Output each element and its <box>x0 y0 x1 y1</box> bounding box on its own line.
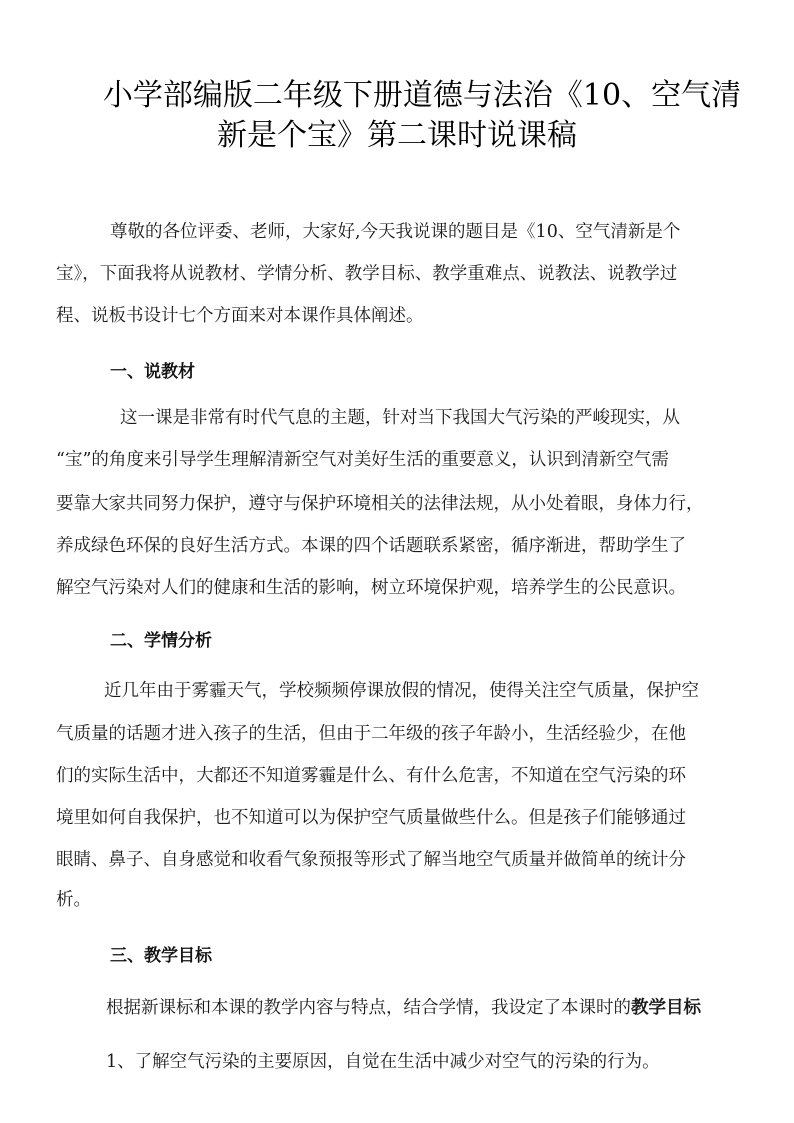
goal-item-1: 1、了解空气污染的主要原因，自觉在生活中减少对空气的污染的行为。 <box>106 1052 660 1072</box>
section1-line-2: “宝”的角度来引导学生理解清新空气对美好生活的重要意义，认识到清新空气需 <box>56 450 669 470</box>
section2-line-6: 析。 <box>56 890 91 910</box>
section-heading-1: 一、说教材 <box>110 362 195 382</box>
intro-line-3: 程、说板书设计七个方面来对本课作具体阐述。 <box>56 306 424 326</box>
section2-line-3: 们的实际生活中，大都还不知道雾霾是什么、有什么危害，不知道在空气污染的环 <box>56 766 686 786</box>
section2-line-4: 境里如何自我保护，也不知道可以为保护空气质量做些什么。但是孩子们能够通过 <box>56 808 686 828</box>
section3-line-1-text: 根据新课标和本课的教学内容与特点，结合学情，我设定了本课时的 <box>106 998 631 1018</box>
section-heading-2: 二、学情分析 <box>110 631 212 651</box>
section1-line-4: 养成绿色环保的良好生活方式。本课的四个话题联系紧密，循序渐进，帮助学生了 <box>56 536 686 556</box>
document-title-line-1: 小学部编版二年级下册道德与法治《10、空气清 <box>102 78 742 113</box>
section2-line-2: 气质量的话题才进入孩子的生活，但由于二年级的孩子年龄小，生活经验少，在他 <box>56 724 686 744</box>
section1-line-5: 解空气污染对人们的健康和生活的影响，树立环境保护观，培养学生的公民意识。 <box>56 578 686 598</box>
section3-line-1 <box>106 994 701 1022</box>
teaching-goal-emphasis: 教学目标 <box>631 998 701 1018</box>
document-title-line-2: 新是个宝》第二课时说课稿 <box>217 118 577 153</box>
intro-line-2: 宝》，下面我将从说教材、学情分析、教学目标、教学重难点、说教法、说教学过 <box>56 264 678 284</box>
section-heading-3: 三、教学目标 <box>110 946 212 966</box>
section2-line-1: 近几年由于雾霾天气，学校频频停课放假的情况，使得关注空气质量，保护空 <box>104 681 699 701</box>
intro-line-1: 尊敬的各位评委、老师，大家好,今天我说课的题目是《10、空气清新是个 <box>110 222 681 242</box>
section1-line-1: 这一课是非常有时代气息的主题，针对当下我国大气污染的严峻现实，从 <box>120 408 680 428</box>
section2-line-5: 眼睛、鼻子、自身感觉和收看气象预报等形式了解当地空气质量并做简单的统计分 <box>56 850 686 870</box>
section1-line-3: 要靠大家共同努力保护，遵守与保护环境相关的法律法规，从小处着眼，身体力行， <box>56 494 704 514</box>
